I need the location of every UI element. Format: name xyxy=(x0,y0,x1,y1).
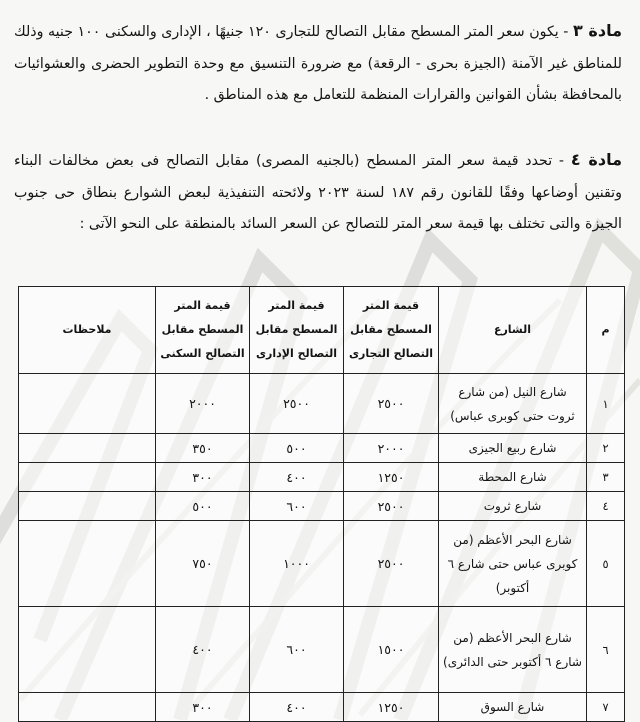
cell-street: شارع ربيع الجيزى xyxy=(439,434,587,463)
cell-commercial: ١٥٠٠ xyxy=(344,607,439,693)
cell-residential: ٧٥٠ xyxy=(156,521,250,607)
cell-residential: ٤٠٠ xyxy=(156,607,250,693)
article-4 xyxy=(14,144,622,241)
cell-commercial: ٢٥٠٠ xyxy=(344,492,439,521)
table-row xyxy=(19,463,625,492)
article-3-text: - يكون سعر المتر المسطح مقابل التصالح للتجارى ١٢٠ جنيهًا ، الإدارى والسكنى ١٠٠ جنيه وذلك للمناطق غير الآمنة (الجيزة بحرى - الرقعة) مع ضرورة التنسيق مع وحدة التطوير الحضرى والعشوائيات بالمحافظة بشأن القوانين والقرارات المنظمة للتعامل مع هذه المناطق . xyxy=(14,24,622,103)
cell-residential: ٣٠٠ xyxy=(156,463,250,492)
cell-notes xyxy=(19,374,156,434)
cell-residential: ٢٠٠٠ xyxy=(156,374,250,434)
cell-index: ٧ xyxy=(587,693,625,722)
table-row xyxy=(19,607,625,693)
cell-index: ٢ xyxy=(587,434,625,463)
cell-administrative: ٦٠٠ xyxy=(250,607,344,693)
cell-street: شارع النيل (من شارع ثروت حتى كوبرى عباس) xyxy=(439,374,587,434)
cell-administrative: ٦٠٠ xyxy=(250,492,344,521)
cell-administrative: ٥٠٠ xyxy=(250,434,344,463)
header-residential: قيمة المتر المسطح مقابل التصالح السكنى xyxy=(156,287,250,374)
cell-administrative: ٤٠٠ xyxy=(250,463,344,492)
table-row xyxy=(19,434,625,463)
cell-street: شارع البحر الأعظم (من كوبرى عباس حتى شارع ٦ أكتوبر) xyxy=(439,521,587,607)
cell-residential: ٥٠٠ xyxy=(156,492,250,521)
header-commercial: قيمة المتر المسطح مقابل التصالح التجارى xyxy=(344,287,439,374)
cell-commercial: ٢٥٠٠ xyxy=(344,374,439,434)
header-notes: ملاحظات xyxy=(19,287,156,374)
article-3 xyxy=(14,15,622,112)
pricing-table xyxy=(18,286,625,722)
cell-index: ٣ xyxy=(587,463,625,492)
table-row xyxy=(19,521,625,607)
cell-commercial: ١٢٥٠ xyxy=(344,463,439,492)
table-row xyxy=(19,374,625,434)
cell-index: ٥ xyxy=(587,521,625,607)
cell-administrative: ٤٠٠ xyxy=(250,693,344,722)
header-administrative: قيمة المتر المسطح مقابل التصالح الإدارى xyxy=(250,287,344,374)
header-street: الشارع xyxy=(439,287,587,374)
cell-notes xyxy=(19,693,156,722)
table-header-row xyxy=(19,287,625,374)
cell-residential: ٣٥٠ xyxy=(156,434,250,463)
cell-administrative: ١٠٠٠ xyxy=(250,521,344,607)
cell-street: شارع ثروت xyxy=(439,492,587,521)
cell-street: شارع السوق xyxy=(439,693,587,722)
article-3-label: مادة ٣ xyxy=(573,21,622,40)
cell-street: شارع البحر الأعظم (من شارع ٦ أكتوبر حتى الدائرى) xyxy=(439,607,587,693)
cell-notes xyxy=(19,521,156,607)
cell-residential: ٣٠٠ xyxy=(156,693,250,722)
cell-street: شارع المحطة xyxy=(439,463,587,492)
cell-index: ١ xyxy=(587,374,625,434)
cell-index: ٦ xyxy=(587,607,625,693)
article-4-label: مادة ٤ xyxy=(570,150,623,169)
cell-commercial: ٢٥٠٠ xyxy=(344,521,439,607)
table-row xyxy=(19,693,625,722)
article-4-text: - تحدد قيمة سعر المتر المسطح (بالجنيه المصرى) مقابل التصالح فى بعض مخالفات البناء وتقنين أوضاعها وفقًا للقانون رقم ١٨٧ لسنة ٢٠٢٣ ولائحته التنفيذية لبعض الشوارع بنطاق حى جنوب الجيزة والتى تختلف بها قيمة سعر المتر للتصالح عن السعر السائد بالمنطقة على النحو الآتى : xyxy=(14,153,622,232)
header-index: م xyxy=(587,287,625,374)
cell-notes xyxy=(19,434,156,463)
cell-commercial: ١٢٥٠ xyxy=(344,693,439,722)
cell-commercial: ٢٠٠٠ xyxy=(344,434,439,463)
cell-notes xyxy=(19,607,156,693)
cell-notes xyxy=(19,492,156,521)
cell-administrative: ٢٥٠٠ xyxy=(250,374,344,434)
table-row xyxy=(19,492,625,521)
cell-notes xyxy=(19,463,156,492)
cell-index: ٤ xyxy=(587,492,625,521)
